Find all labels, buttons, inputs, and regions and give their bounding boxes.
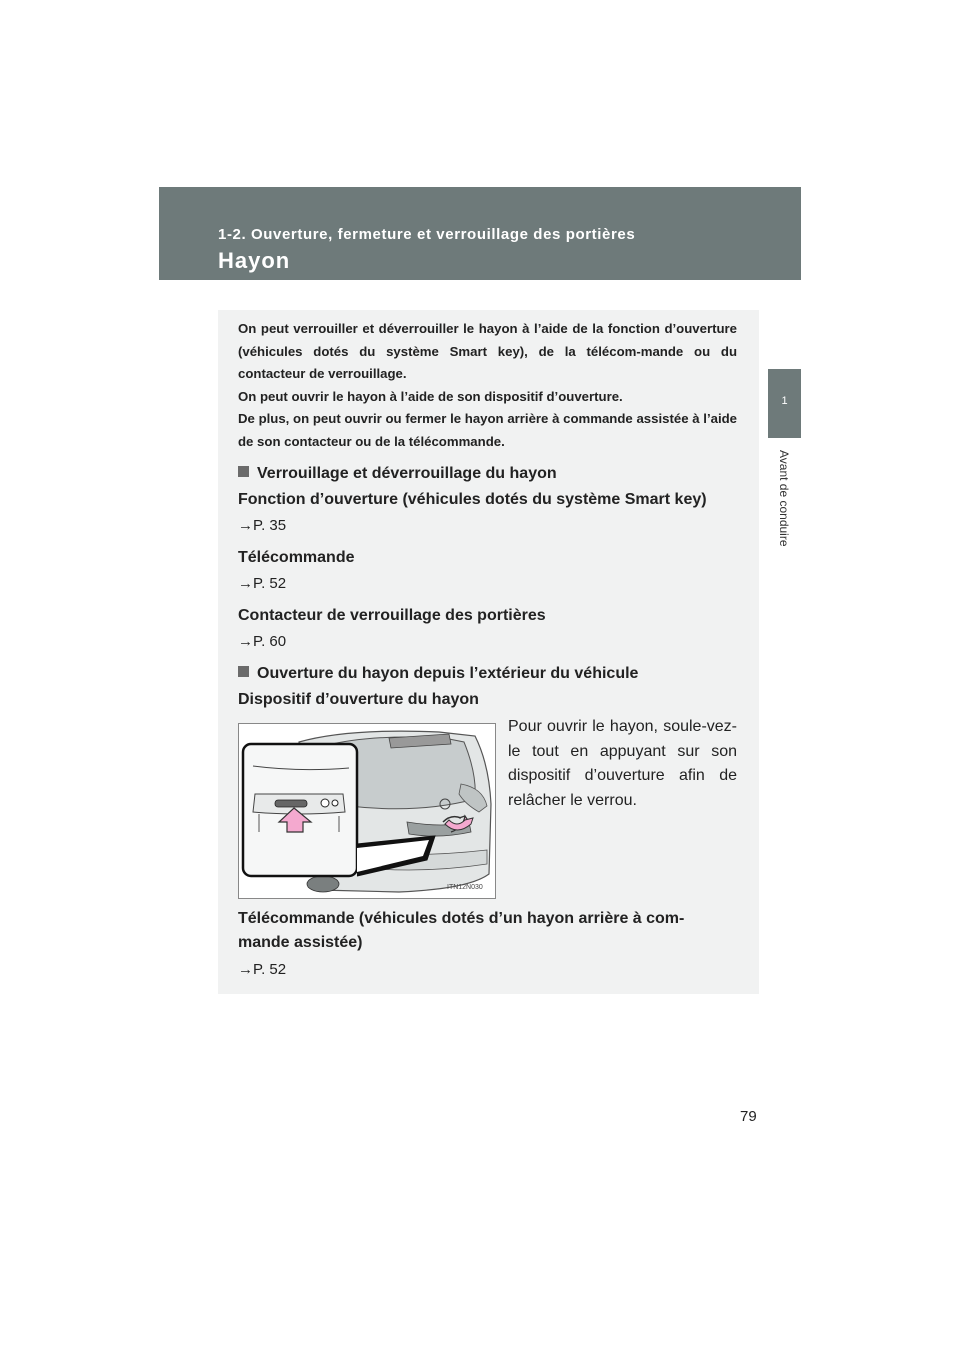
- figure-code: ITN12N030: [447, 884, 483, 891]
- item-title-smart-key: Fonction d’ouverture (véhicules dotés du système Smart key): [238, 491, 707, 508]
- square-bullet-icon: [238, 666, 249, 677]
- intro-paragraph-3: De plus, on peut ouvrir ou fermer le hayon arrière à commande assistée à l’aide de son contacteur ou de la télécommande.: [238, 411, 737, 449]
- page-ref-power-tailgate[interactable]: →P. 52: [238, 961, 287, 978]
- opener-instructions: Pour ouvrir le hayon, soule-vez-le tout en appuyant sur son dispositif d’ouverture afin de relâcher le verrou.: [508, 718, 737, 809]
- chapter-label-text: Avant de conduire: [777, 450, 791, 547]
- square-bullet-icon: [238, 466, 249, 477]
- page-ref-remote[interactable]: →P. 52: [238, 575, 287, 592]
- intro-text: [238, 318, 737, 453]
- chapter-tab-number: 1: [781, 395, 788, 407]
- section-heading-lock: [238, 465, 557, 483]
- item-title-power-tailgate-line2: mande assistée): [238, 934, 363, 951]
- item-title-lock-switch: Contacteur de verrouillage des portières: [238, 607, 546, 624]
- page-number: 79: [740, 1108, 757, 1125]
- section-heading-open: [238, 665, 638, 683]
- item-title-remote: Télécommande: [238, 549, 355, 566]
- page-ref-smart-key[interactable]: →P. 35: [238, 517, 287, 534]
- intro-paragraph-1: On peut verrouiller et déverrouiller le hayon à l’aide de la fonction d’ouverture (véhicules dotés du système Smart key), de la télécom-mande ou du contacteur de verrouillage.: [238, 321, 737, 381]
- item-title-power-tailgate-line1: Télécommande (véhicules dotés d’un hayon arrière à com-: [238, 910, 685, 927]
- section-heading-text: Ouverture du hayon depuis l’extérieur du véhicule: [257, 665, 639, 682]
- section-heading-text: Verrouillage et déverrouillage du hayon: [257, 465, 557, 482]
- tailgate-drawing: [239, 724, 495, 898]
- page-title: Hayon: [218, 248, 291, 273]
- intro-paragraph-2: On peut ouvrir le hayon à l’aide de son dispositif d’ouverture.: [238, 388, 623, 404]
- chapter-tab-label: [778, 450, 794, 570]
- section-label: 1-2. Ouverture, fermeture et verrouillage des portières: [218, 226, 636, 243]
- item-title-opener: Dispositif d’ouverture du hayon: [238, 691, 479, 708]
- page-ref-lock-switch[interactable]: →P. 60: [238, 633, 287, 650]
- tailgate-illustration: [238, 723, 496, 899]
